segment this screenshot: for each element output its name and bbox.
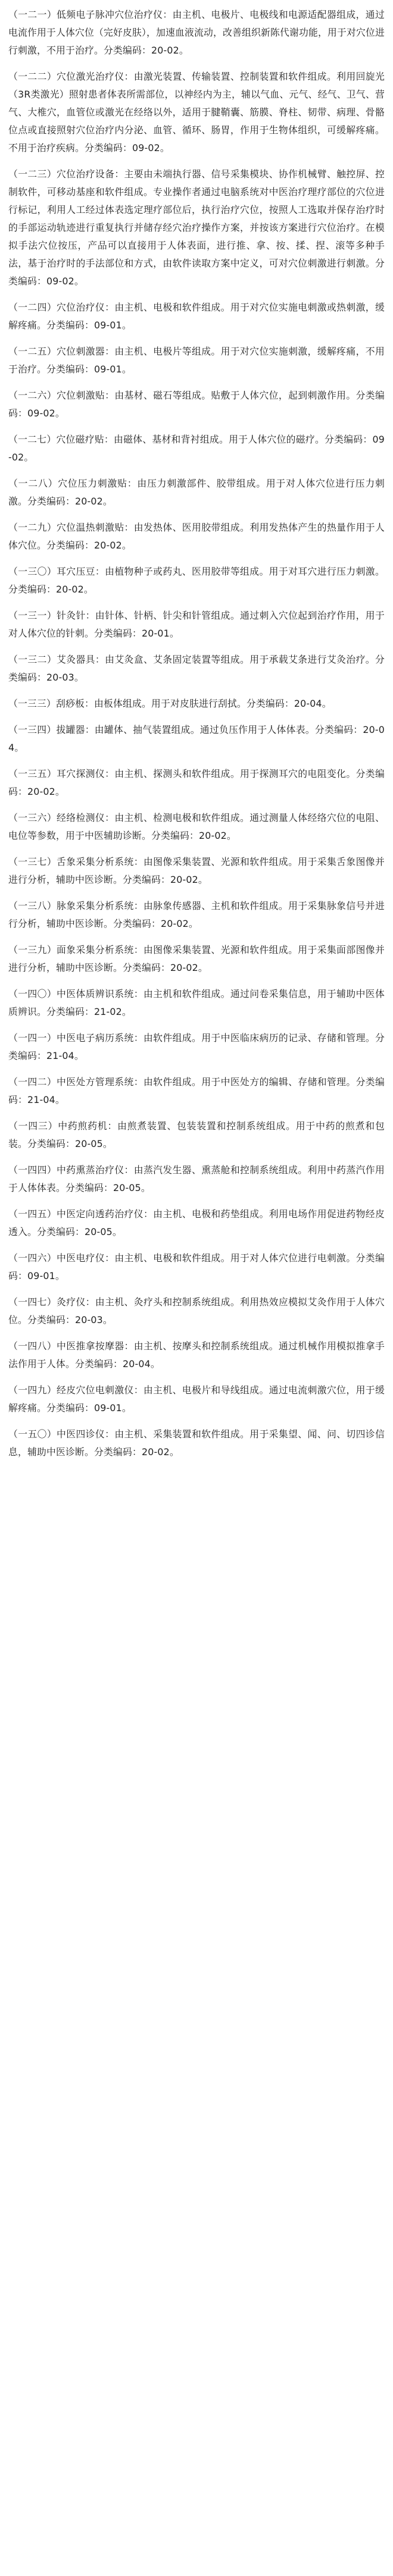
entry-paragraph: （一四六）中医电疗仪：由主机、电极和软件组成。用于对人体穴位进行电刺激。分类编码：09-01。 <box>8 1252 385 1281</box>
entry-paragraph: （一三九）面象采集分析系统：由图像采集装置、光源和软件组成。用于采集面部图像并进行分析，辅助中医诊断。分类编码：20-02。 <box>8 944 385 973</box>
entry-paragraph: （一三〇）耳穴压豆：由植物种子或药丸、医用胶带等组成。用于对耳穴进行压力刺激。分类编码：20-02。 <box>8 566 385 595</box>
entry-paragraph: （一四二）中医处方管理系统：由软件组成。用于中医处方的编辑、存储和管理。分类编码：21-04。 <box>8 1076 385 1105</box>
entry-paragraph: （一二二）穴位激光治疗仪：由激光装置、传输装置、控制装置和软件组成。利用回旋光（3R类激光）照射患者体表所需部位，以神经内为主，辅以气血、元气、经气、卫气、营气、大椎穴，血管位或激光在经络以外，适用于腱鞘囊、筋膜、脊柱、韧带、病理、骨骼位点或直接照射穴位治疗内分泌、血管、循环、肠胃，作用于生物体组织，可缓解疼痛。不用于治疗疾病。分类编码：09-02。 <box>8 71 385 153</box>
entry-paragraph: （一二八）穴位压力刺激贴：由压力刺激部件、胶带组成。用于对人体穴位进行压力刺激。分类编码：20-02。 <box>8 478 385 507</box>
entry-paragraph: （一三六）经络检测仪：由主机、检测电极和软件组成。通过测量人体经络穴位的电阻、电位等参数，用于中医辅助诊断。分类编码：20-02。 <box>8 812 385 841</box>
entry-paragraph: （一四五）中医定向透药治疗仪：由主机、电极和药垫组成。利用电场作用促进药物经皮透入。分类编码：20-05。 <box>8 1208 385 1237</box>
entry-paragraph: （一三五）耳穴探测仪：由主机、探测头和软件组成。用于探测耳穴的电阻变化。分类编码：20-02。 <box>8 768 385 797</box>
entry-paragraph: （一二七）穴位磁疗贴：由磁体、基材和背衬组成。用于人体穴位的磁疗。分类编码：09-02。 <box>8 434 385 463</box>
entry-paragraph: （一三一）针灸针：由针体、针柄、针尖和针管组成。通过刺入穴位起到治疗作用，用于对人体穴位的针刺。分类编码：20-01。 <box>8 610 385 639</box>
entry-paragraph: （一二四）穴位治疗仪：由主机、电极和软件组成。用于对穴位实施电刺激或热刺激，缓解疼痛。分类编码：09-01。 <box>8 302 385 331</box>
entry-paragraph: （一三三）刮痧板：由板体组成。用于对皮肤进行刮拭。分类编码：20-04。 <box>8 698 332 709</box>
entry-paragraph: （一三四）拔罐器：由罐体、抽气装置组成。通过负压作用于人体体表。分类编码：20-04。 <box>8 724 385 753</box>
entry-paragraph: （一四〇）中医体质辨识系统：由主机和软件组成。通过问卷采集信息，用于辅助中医体质辨识。分类编码：21-02。 <box>8 988 385 1017</box>
entry-paragraph: （一三二）艾灸器具：由艾灸盒、艾条固定装置等组成。用于承载艾条进行艾灸治疗。分类编码：20-03。 <box>8 654 385 683</box>
entry-paragraph: （一四九）经皮穴位电刺激仪：由主机、电极片和导线组成。通过电流刺激穴位，用于缓解疼痛。分类编码：09-01。 <box>8 1384 385 1414</box>
entry-paragraph: （一五〇）中医四诊仪：由主机、采集装置和软件组成。用于采集望、闻、问、切四诊信息，辅助中医诊断。分类编码：20-02。 <box>8 1428 385 1458</box>
entry-paragraph: （一三八）脉象采集分析系统：由脉象传感器、主机和软件组成。用于采集脉象信号并进行分析，辅助中医诊断。分类编码：20-02。 <box>8 900 385 929</box>
entry-paragraph: （一二六）穴位刺激贴：由基材、磁石等组成。贴敷于人体穴位，起到刺激作用。分类编码：09-02。 <box>8 390 385 419</box>
entry-paragraph: （一四八）中医推拿按摩器：由主机、按摩头和控制系统组成。通过机械作用模拟推拿手法作用于人体。分类编码：20-04。 <box>8 1340 385 1370</box>
entry-paragraph: （一四一）中医电子病历系统：由软件组成。用于中医临床病历的记录、存储和管理。分类编码：21-04。 <box>8 1032 385 1061</box>
entry-paragraph: （一二一）低频电子脉冲穴位治疗仪：由主机、电极片、电极线和电源适配器组成，通过电流作用于人体穴位（完好皮肤），加速血液流动，改善组织新陈代谢功能，用于对穴位进行刺激，不用于治疗。分类编码：20-02。 <box>8 9 385 56</box>
entry-paragraph: （一二五）穴位刺激器：由主机、电极片等组成。用于对穴位实施刺激，缓解疼痛，不用于治疗。分类编码：09-01。 <box>8 346 385 375</box>
entry-paragraph: （一四四）中药熏蒸治疗仪：由蒸汽发生器、熏蒸舱和控制系统组成。利用中药蒸汽作用于人体体表。分类编码：20-05。 <box>8 1164 385 1193</box>
entry-paragraph: （一四三）中药煎药机：由煎煮装置、包装装置和控制系统组成。用于中药的煎煮和包装。分类编码：20-05。 <box>8 1120 385 1149</box>
entry-paragraph: （一三七）舌象采集分析系统：由图像采集装置、光源和软件组成。用于采集舌象图像并进行分析，辅助中医诊断。分类编码：20-02。 <box>8 856 385 885</box>
entry-paragraph: （一二三）穴位治疗设备：主要由未端执行器、信号采集模块、协作机械臂、触控屏、控制软件，可移动基座和软件组成。专业操作者通过电脑系统对中医治疗理疗部位的穴位进行标记，利用人工经过体表选定理疗部位后，执行治疗穴位，按照人工选取并保存治疗时的手部运动轨迹进行重复执行并储存经穴治疗操作方案，并按该方案进行穴位治疗。在模拟手法穴位按压，产品可以直接用于人体表面，进行推、拿、按、揉、捏、滚等多种手法，基于治疗时的手法部位和方式，由软件读取方案中定义，可对穴位刺激进行刺激。分类编码：09-02。 <box>8 168 385 287</box>
entry-paragraph: （一四七）灸疗仪：由主机、灸疗头和控制系统组成。利用热效应模拟艾灸作用于人体穴位。分类编码：20-03。 <box>8 1296 385 1325</box>
entry-paragraph: （一二九）穴位温热刺激贴：由发热体、医用胶带组成。利用发热体产生的热量作用于人体穴位。分类编码：20-02。 <box>8 522 385 551</box>
